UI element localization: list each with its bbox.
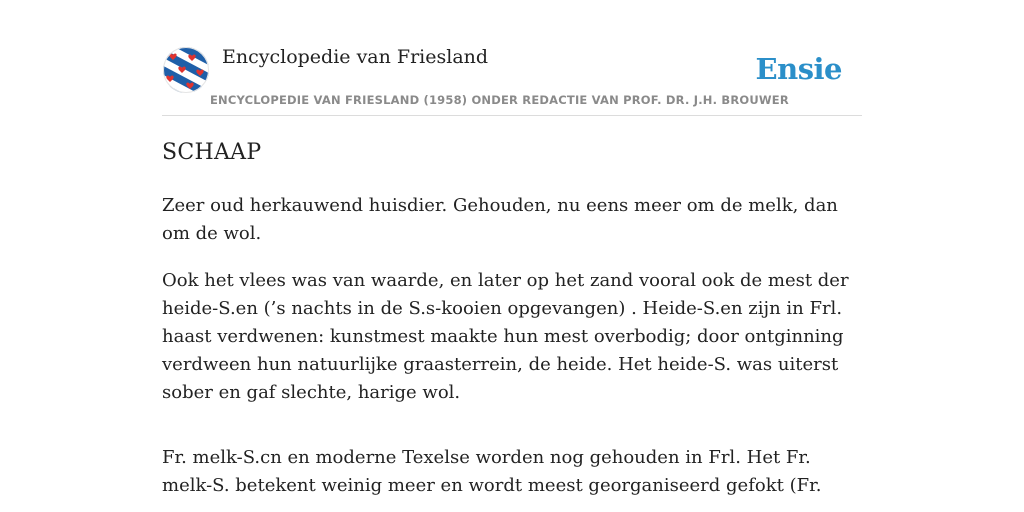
article-body bbox=[162, 192, 862, 512]
site-header bbox=[162, 0, 862, 116]
friesland-flag-logo-icon[interactable] bbox=[162, 47, 210, 93]
article-paragraph: Ook het vlees was van waarde, en later op het zand vooral ook de mest der heide-S.en (’s nachts in de S.s-kooien opgevangen) . Heide-S.en zijn in Frl. haast verdwenen: kunstmest maakte hun mest overbodig; door ontginning verdween hun natuurlijke graasterrein, de heide. Het heide-S. was uiterst sober en gaf slechte, harige wol. bbox=[162, 270, 849, 403]
site-title[interactable]: Encyclopedie van Friesland bbox=[222, 46, 489, 68]
article-paragraph: Zeer oud herkauwend huisdier. Gehouden, nu eens meer om de melk, dan om de wol. bbox=[162, 195, 838, 244]
site-subtitle: ENCYCLOPEDIE VAN FRIESLAND (1958) ONDER REDACTIE VAN PROF. DR. J.H. BROUWER bbox=[210, 93, 789, 107]
ensie-brand-logo[interactable]: Ensie bbox=[755, 52, 842, 86]
article-title: SCHAAP bbox=[162, 140, 262, 165]
page bbox=[162, 0, 862, 512]
article-paragraph: Fr. melk-S.cn en moderne Texelse worden nog gehouden in Frl. Het Fr. melk-S. betekent weinig meer en wordt meest georganiseerd gefokt (Fr. bbox=[162, 447, 822, 496]
